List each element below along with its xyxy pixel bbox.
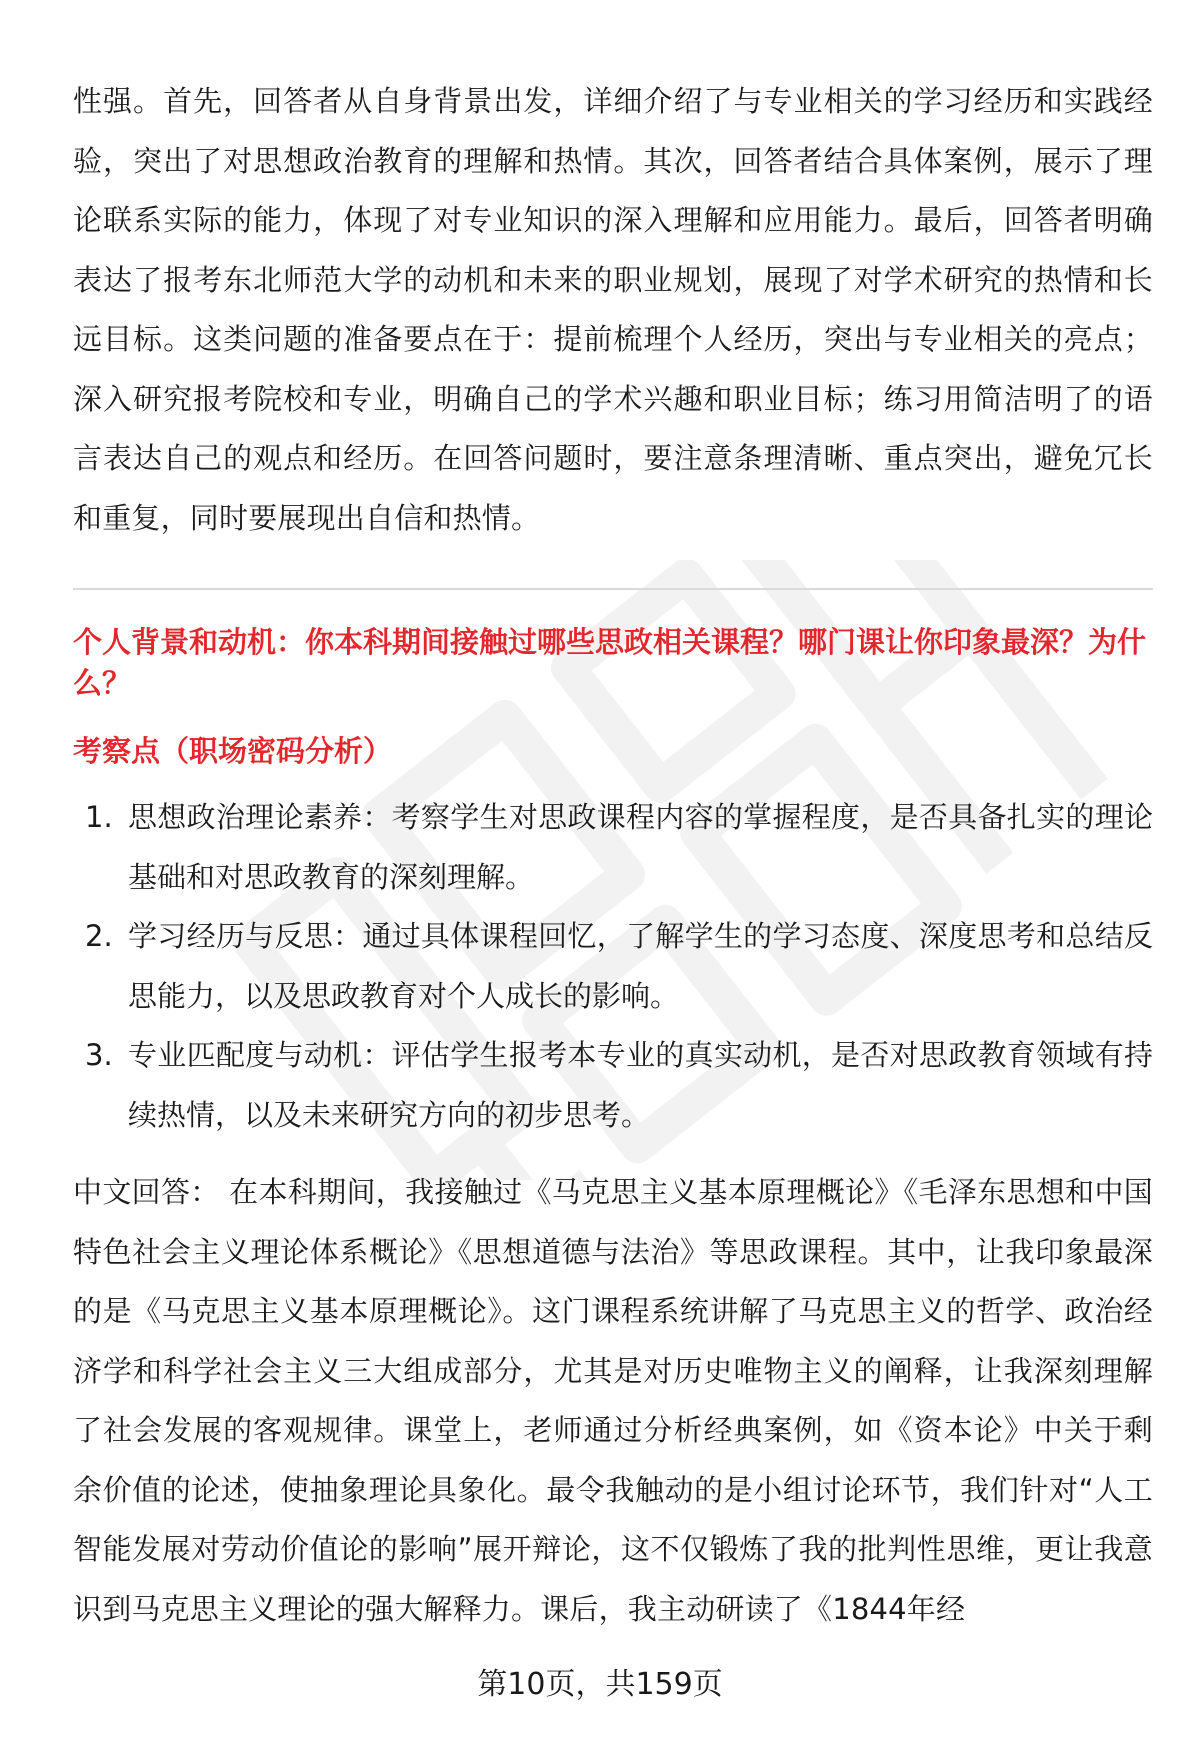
answer-paragraph: 中文回答： 在本科期间，我接触过《马克思主义基本原理概论》《毛泽东思想和中国特色社会主义理论体系概论》《思想道德与法治》等思政课程。其中，让我印象最深的是《马克思主义基本原理概论》。这门课程系统讲解了马克思主义的哲学、政治经济学和科学社会主义三大组成部分，尤其是对历史唯物主义的阐释，让我深刻理解了社会发展的客观规律。课堂上，老师通过分析经典案例，如《资本论》中关于剩余价值的论述，使抽象理论具象化。最令我触动的是小组讨论环节，我们针对“人工智能发展对劳动价值论的影响”展开辩论，这不仅锻炼了我的批判性思维，更让我意识到马克思主义理论的强大解释力。课后，我主动研读了《1844年经 <box>73 1175 1153 1626</box>
assessment-points-heading: 考察点（职场密码分析） <box>73 734 393 768</box>
question-heading: 个人背景和动机：你本科期间接触过哪些思政相关课程？哪门课让你印象最深？为什么？ <box>73 625 1147 700</box>
list-item-number: 3. <box>85 1038 113 1072</box>
list-item-number: 2. <box>85 919 113 953</box>
list-item-text: 思想政治理论素养：考察学生对思政课程内容的掌握程度，是否具备扎实的理论基础和对思政教育的深刻理解。 <box>128 800 1153 894</box>
content-area <box>73 72 1153 1639</box>
list-item <box>73 1026 1153 1145</box>
page-number-footer: 第10页，共159页 <box>477 1667 723 1702</box>
list-item-text: 专业匹配度与动机：评估学生报考本专业的真实动机，是否对思政教育领域有持续热情，以及未来研究方向的初步思考。 <box>128 1038 1153 1132</box>
assessment-points-list <box>73 788 1153 1145</box>
list-item-text: 学习经历与反思：通过具体课程回忆，了解学生的学习态度、深度思考和总结反思能力，以及思政教育对个人成长的影响。 <box>128 919 1153 1013</box>
section-divider <box>73 588 1153 590</box>
list-item <box>73 788 1153 907</box>
list-item <box>73 907 1153 1026</box>
list-item-number: 1. <box>85 800 113 834</box>
intro-paragraph: 性强。首先，回答者从自身背景出发，详细介绍了与专业相关的学习经历和实践经验，突出了对思想政治教育的理解和热情。其次，回答者结合具体案例，展示了理论联系实际的能力，体现了对专业知识的深入理解和应用能力。最后，回答者明确表达了报考东北师范大学的动机和未来的职业规划，展现了对学术研究的热情和长远目标。这类问题的准备要点在于：提前梳理个人经历，突出与专业相关的亮点；深入研究报考院校和专业，明确自己的学术兴趣和职业目标；练习用简洁明了的语言表达自己的观点和经历。在回答问题时，要注意条理清晰、重点突出，避免冗长和重复，同时要展现出自信和热情。 <box>73 84 1153 535</box>
